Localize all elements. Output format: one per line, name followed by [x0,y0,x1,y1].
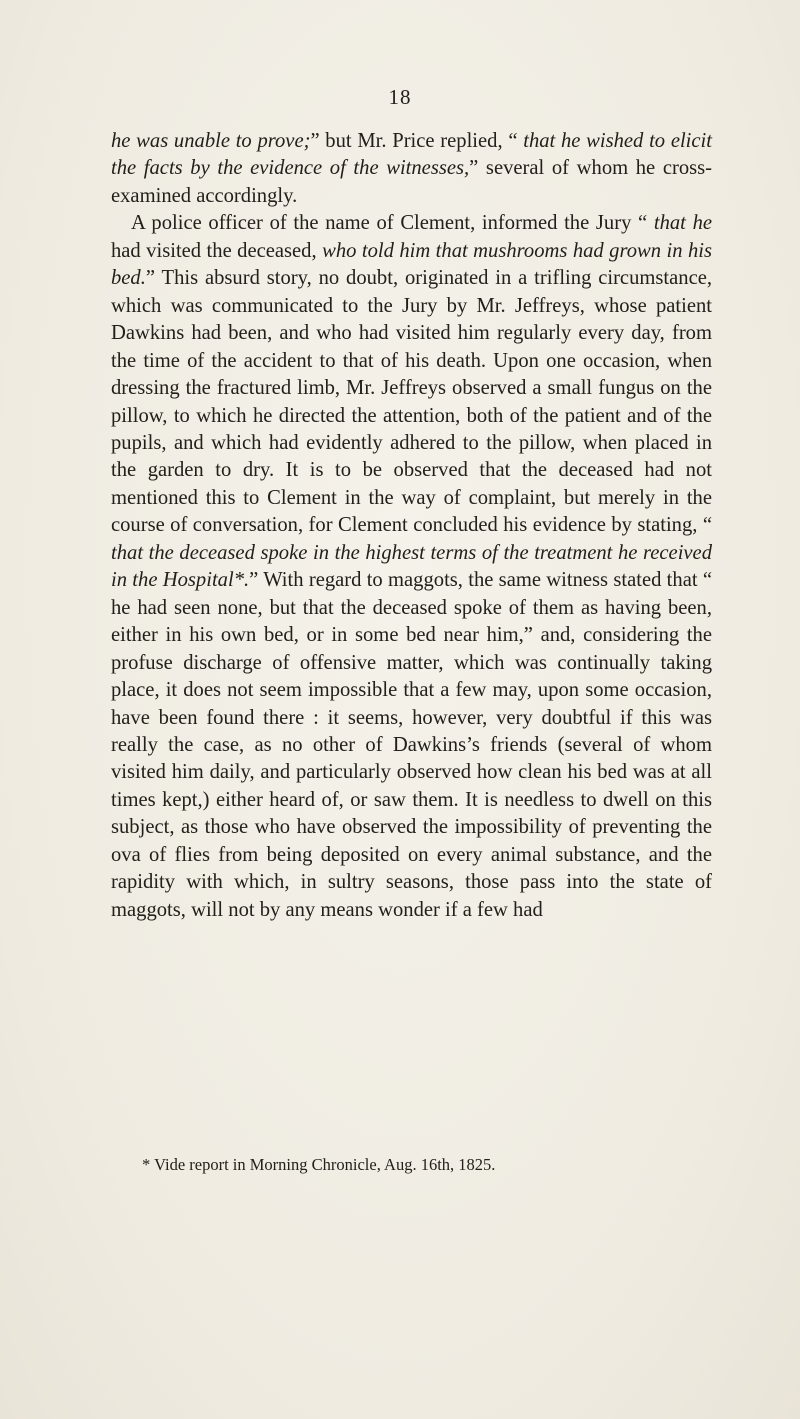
text-segment: A police officer of the name of Clement, informed the Jury “ [131,212,654,235]
paragraph-2 [111,210,712,924]
text-segment: he was unable to prove; [111,130,311,152]
text-segment: who told him that mushrooms had grown in his bed. [111,239,713,290]
text-segment: that he [653,212,713,235]
text-segment: that he wished to elicit the facts by the evidence of the witnesses, [111,130,712,180]
text-segment: ” but Mr. Price replied, “ [310,130,524,152]
page-number: 18 [388,85,412,109]
body-text [111,128,712,924]
text-segment: ” With regard to maggots, the same witness stated that “ he had seen none, but that the deceased spoke of them as having been, either in his own bed, or in some bed near him,” and, considering the profuse discharge of offensive matter, which was continually taking place, it does not seem impossible that a few may, upon some occasion, have been found there : it seems, however, very doubtful if this was really the case, as no other of Dawkins’s friends (several of whom visited him daily, and particularly observed how clean his bed was at all times kept,) either heard of, or saw them. It is needless to dwell on this subject, as those who have observed the impossibility of preventing the ova of flies from being deposited on every animal substance, and the rapidity with which, in sultry seasons, those pass into the state of maggots, will not by any means wonder if a few had [111,569,712,921]
footnote: * Vide report in Morning Chronicle, Aug. 16th, 1825. [142,1155,496,1174]
text-segment: ” several of whom he cross-examined accordingly. [111,157,713,207]
text-segment: ” This absurd story, no doubt, originated in a trifling circumstance, which was communicated to the Jury by Mr. Jeffreys, whose patient Dawkins had been, and who had visited him regularly every day, from the time of the accident to that of his death. Upon one occasion, when dressing the fractured limb, Mr. Jeffreys observed a small fungus on the pillow, to which he directed the attention, both of the patient and of the pupils, and which had evidently adhered to the pillow, when placed in the garden to dry. It is to be observed that the deceased had not mentioned this to Clement in the way of complaint, but merely in the course of conversation, for Clement concluded his evidence by stating, “ [111,267,712,537]
text-segment: had visited the deceased, [111,239,323,262]
text-segment: that the deceased spoke in the highest terms of the treatment he received in the Hospital*. [111,541,712,592]
paragraph-1 [111,128,712,210]
